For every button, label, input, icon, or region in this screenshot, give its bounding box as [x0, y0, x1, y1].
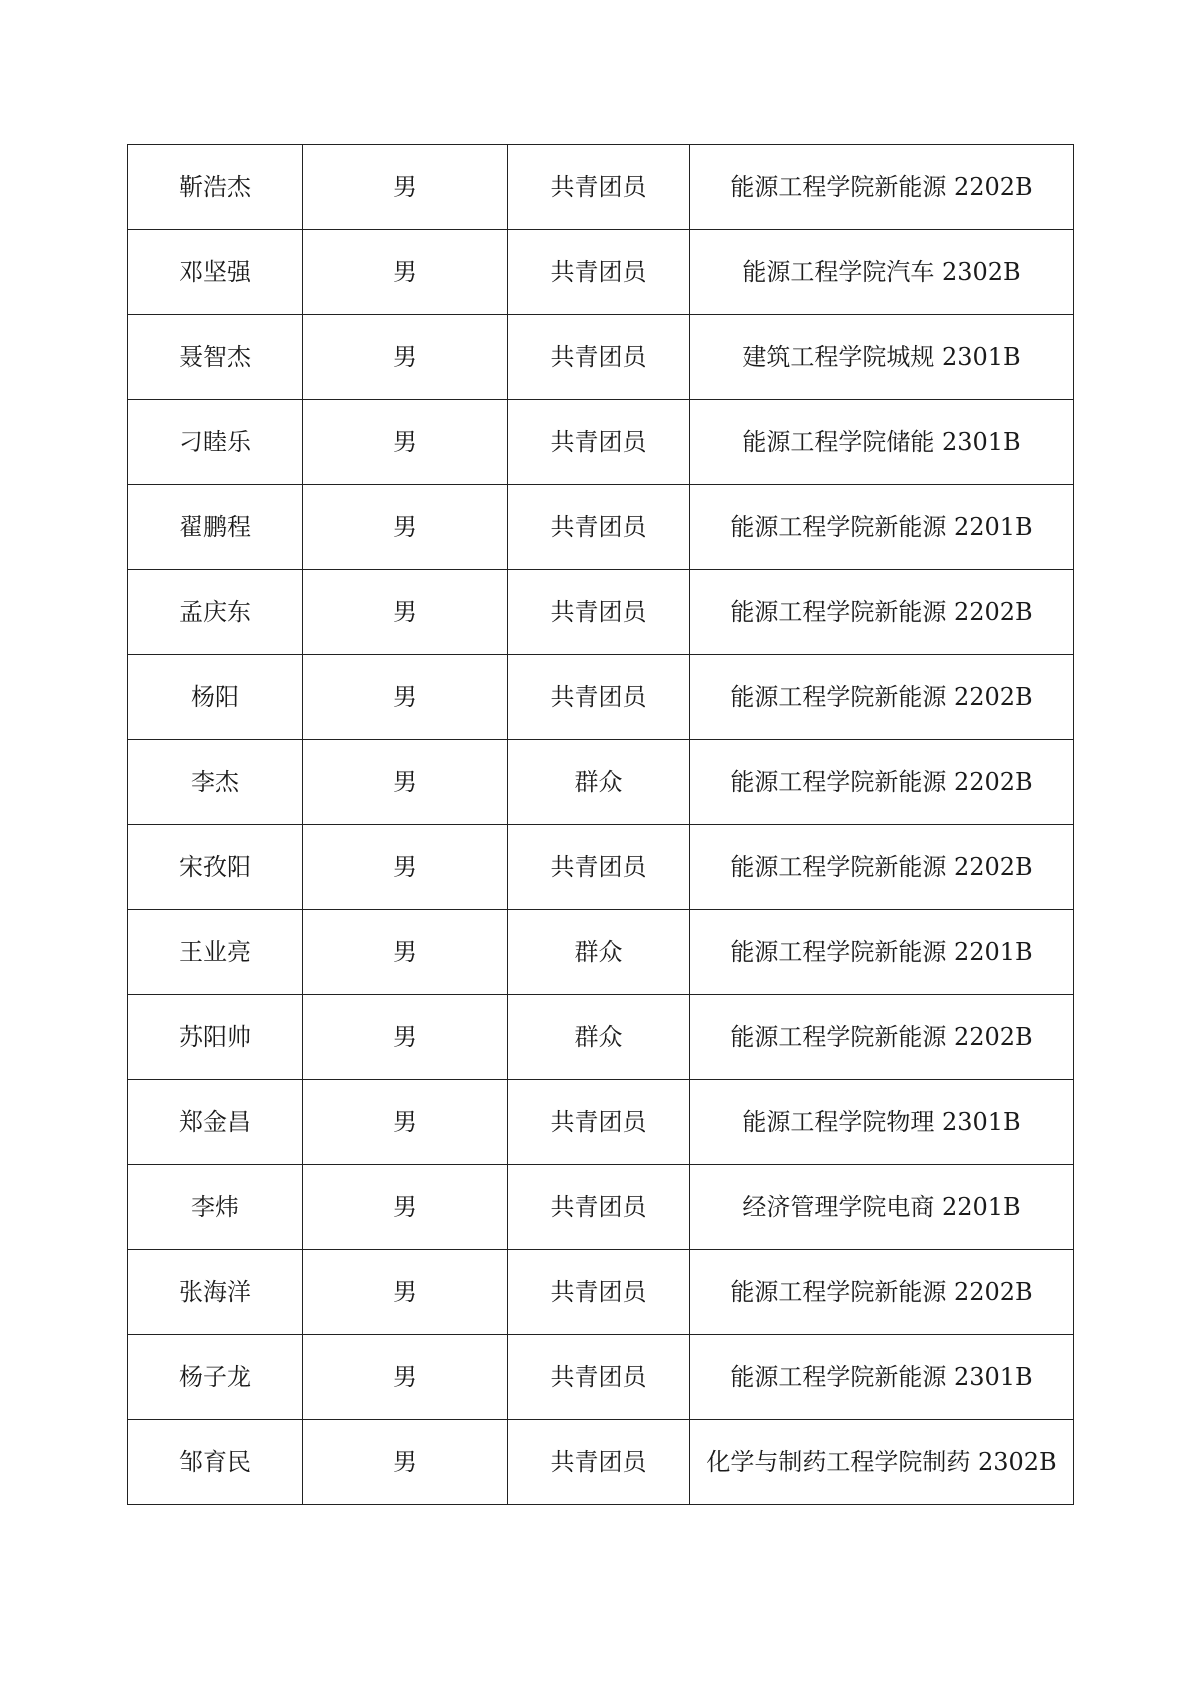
political-status-cell: 共青团员 — [508, 485, 690, 570]
table-row — [128, 1335, 1074, 1420]
gender-cell: 男 — [303, 485, 508, 570]
gender-cell: 男 — [303, 230, 508, 315]
gender-cell: 男 — [303, 1165, 508, 1250]
table-row — [128, 1165, 1074, 1250]
political-status-cell: 共青团员 — [508, 1080, 690, 1165]
gender-cell: 男 — [303, 145, 508, 230]
political-status-cell: 群众 — [508, 910, 690, 995]
name-cell: 苏阳帅 — [128, 995, 303, 1080]
table-row — [128, 825, 1074, 910]
student-roster-table — [127, 144, 1074, 1505]
name-cell: 李杰 — [128, 740, 303, 825]
political-status-cell: 共青团员 — [508, 1335, 690, 1420]
table-row — [128, 230, 1074, 315]
table-row — [128, 400, 1074, 485]
name-cell: 刁睦乐 — [128, 400, 303, 485]
table-row — [128, 485, 1074, 570]
college-class-cell: 能源工程学院新能源 2301B — [690, 1335, 1074, 1420]
political-status-cell: 共青团员 — [508, 1420, 690, 1505]
table-row — [128, 995, 1074, 1080]
college-class-cell: 化学与制药工程学院制药 2302B — [690, 1420, 1074, 1505]
college-class-cell: 能源工程学院新能源 2201B — [690, 910, 1074, 995]
name-cell: 靳浩杰 — [128, 145, 303, 230]
gender-cell: 男 — [303, 740, 508, 825]
college-class-cell: 能源工程学院新能源 2202B — [690, 145, 1074, 230]
table-row — [128, 1080, 1074, 1165]
gender-cell: 男 — [303, 1420, 508, 1505]
political-status-cell: 共青团员 — [508, 1165, 690, 1250]
college-class-cell: 能源工程学院新能源 2202B — [690, 570, 1074, 655]
political-status-cell: 共青团员 — [508, 570, 690, 655]
name-cell: 郑金昌 — [128, 1080, 303, 1165]
table-row — [128, 315, 1074, 400]
political-status-cell: 共青团员 — [508, 1250, 690, 1335]
name-cell: 孟庆东 — [128, 570, 303, 655]
political-status-cell: 共青团员 — [508, 145, 690, 230]
name-cell: 杨子龙 — [128, 1335, 303, 1420]
name-cell: 王业亮 — [128, 910, 303, 995]
gender-cell: 男 — [303, 315, 508, 400]
political-status-cell: 共青团员 — [508, 315, 690, 400]
political-status-cell: 共青团员 — [508, 825, 690, 910]
table-row — [128, 145, 1074, 230]
college-class-cell: 能源工程学院新能源 2202B — [690, 825, 1074, 910]
college-class-cell: 能源工程学院新能源 2202B — [690, 740, 1074, 825]
college-class-cell: 能源工程学院新能源 2202B — [690, 1250, 1074, 1335]
college-class-cell: 能源工程学院新能源 2202B — [690, 655, 1074, 740]
political-status-cell: 共青团员 — [508, 655, 690, 740]
name-cell: 邓坚强 — [128, 230, 303, 315]
college-class-cell: 能源工程学院汽车 2302B — [690, 230, 1074, 315]
table-row — [128, 570, 1074, 655]
gender-cell: 男 — [303, 655, 508, 740]
gender-cell: 男 — [303, 570, 508, 655]
table-row — [128, 1250, 1074, 1335]
college-class-cell: 能源工程学院新能源 2202B — [690, 995, 1074, 1080]
name-cell: 邹育民 — [128, 1420, 303, 1505]
gender-cell: 男 — [303, 1250, 508, 1335]
college-class-cell: 能源工程学院新能源 2201B — [690, 485, 1074, 570]
political-status-cell: 群众 — [508, 995, 690, 1080]
name-cell: 翟鹏程 — [128, 485, 303, 570]
name-cell: 杨阳 — [128, 655, 303, 740]
table-row — [128, 655, 1074, 740]
table-row — [128, 910, 1074, 995]
gender-cell: 男 — [303, 995, 508, 1080]
table-row — [128, 1420, 1074, 1505]
college-class-cell: 经济管理学院电商 2201B — [690, 1165, 1074, 1250]
gender-cell: 男 — [303, 1080, 508, 1165]
college-class-cell: 建筑工程学院城规 2301B — [690, 315, 1074, 400]
political-status-cell: 共青团员 — [508, 400, 690, 485]
gender-cell: 男 — [303, 910, 508, 995]
name-cell: 宋孜阳 — [128, 825, 303, 910]
political-status-cell: 群众 — [508, 740, 690, 825]
table-row — [128, 740, 1074, 825]
name-cell: 李炜 — [128, 1165, 303, 1250]
college-class-cell: 能源工程学院储能 2301B — [690, 400, 1074, 485]
document-page — [127, 144, 1073, 1505]
gender-cell: 男 — [303, 825, 508, 910]
gender-cell: 男 — [303, 1335, 508, 1420]
political-status-cell: 共青团员 — [508, 230, 690, 315]
college-class-cell: 能源工程学院物理 2301B — [690, 1080, 1074, 1165]
name-cell: 聂智杰 — [128, 315, 303, 400]
gender-cell: 男 — [303, 400, 508, 485]
name-cell: 张海洋 — [128, 1250, 303, 1335]
